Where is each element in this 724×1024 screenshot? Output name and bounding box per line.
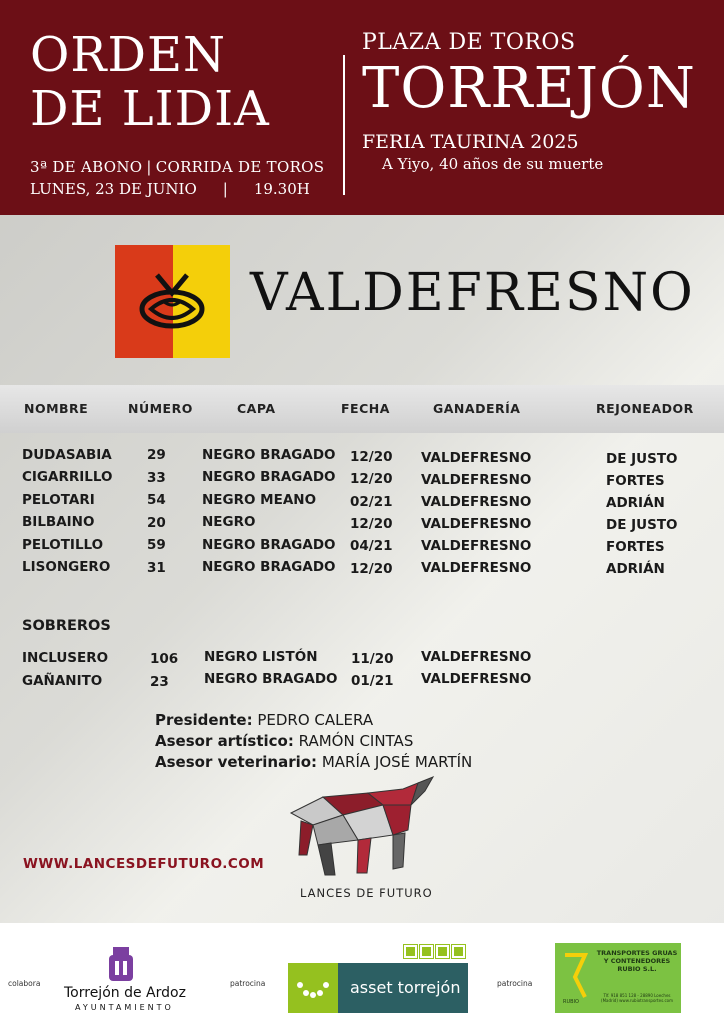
cell-rejoneador: FORTES xyxy=(606,539,665,555)
header-divider xyxy=(343,55,345,195)
cell-ganaderia: VALDEFRESNO xyxy=(421,450,532,466)
presidente-name: PEDRO CALERA xyxy=(257,711,374,729)
asesor-artistico-label: Asesor artístico: xyxy=(155,732,294,750)
header-rejoneador: REJONEADOR xyxy=(596,401,694,416)
asesor-artistico-line xyxy=(155,731,472,752)
dedication-text: A Yiyo, 40 años de su muerte xyxy=(382,155,604,173)
title-line-1: ORDEN xyxy=(30,27,227,83)
cell-fecha: 12/20 xyxy=(350,516,393,532)
patrocina-label: patrocina xyxy=(230,979,266,988)
plaza-label: PLAZA DE TOROS xyxy=(362,30,576,55)
cell-rejoneador: DE JUSTO xyxy=(606,451,678,467)
cell-capa: NEGRO BRAGADO xyxy=(202,447,336,463)
cell-ganaderia: VALDEFRESNO xyxy=(421,516,532,532)
rubio-name: TRANSPORTES GRUAS Y CONTENEDORES RUBIO S.L. xyxy=(596,949,678,973)
separator: | xyxy=(146,158,152,176)
cell-capa: NEGRO MEANO xyxy=(202,492,317,508)
crane-hook-icon xyxy=(559,951,591,1001)
asesor-veterinario-line xyxy=(155,752,472,773)
cell-fecha: 04/21 xyxy=(350,538,393,554)
officials-block xyxy=(155,710,472,773)
cell-numero: 20 xyxy=(147,515,166,531)
ganaderia-name: VALDEFRESNO xyxy=(250,263,695,323)
time-label: 19.30H xyxy=(253,180,310,198)
presidente-label: Presidente: xyxy=(155,711,253,729)
cell-ganaderia: VALDEFRESNO xyxy=(421,538,532,554)
cell-fecha: 12/20 xyxy=(350,471,393,487)
sponsors-footer xyxy=(0,923,724,1024)
abono-line xyxy=(30,158,340,176)
ayuntamiento-name: Torrejón de Ardoz xyxy=(64,985,186,1001)
rubio-logo xyxy=(555,943,681,1013)
header-nombre: NOMBRE xyxy=(24,401,89,416)
rubio-mark: RUBIO xyxy=(563,999,579,1005)
title-line-2: DE LIDIA xyxy=(30,81,270,137)
ayuntamiento-sub: AYUNTAMIENTO xyxy=(75,1003,174,1012)
brand-label: LANCES DE FUTURO xyxy=(300,886,433,900)
patrocina-label: patrocina xyxy=(497,979,533,988)
cell-ganaderia: VALDEFRESNO xyxy=(421,472,532,488)
corrida-label: CORRIDA DE TOROS xyxy=(155,158,325,176)
cell-capa: NEGRO BRAGADO xyxy=(202,537,336,553)
cell-nombre: LISONGERO xyxy=(22,559,111,575)
cell-ganaderia: VALDEFRESNO xyxy=(421,560,532,576)
header-left xyxy=(30,28,340,198)
asset-dots-icon xyxy=(404,945,465,958)
asset-smile-icon xyxy=(288,963,338,1013)
cell-ganaderia: VALDEFRESNO xyxy=(421,494,532,510)
website-link[interactable]: WWW.LANCESDEFUTURO.COM xyxy=(23,856,265,872)
city-name: TORREJÓN xyxy=(362,56,696,121)
cell-capa: NEGRO BRAGADO xyxy=(204,671,338,687)
ayuntamiento-crest-icon xyxy=(105,945,137,983)
bull-logo-icon xyxy=(283,775,443,880)
cell-nombre: BILBAINO xyxy=(22,514,95,530)
cell-fecha: 02/21 xyxy=(350,494,393,510)
cell-nombre: INCLUSERO xyxy=(22,650,109,666)
date-line xyxy=(30,180,340,198)
feria-label: FERIA TAURINA 2025 xyxy=(362,131,579,153)
header-right xyxy=(362,30,712,173)
separator: | xyxy=(222,180,228,198)
cell-capa: NEGRO BRAGADO xyxy=(202,469,336,485)
cell-nombre: CIGARRILLO xyxy=(22,469,113,485)
cell-fecha: 12/20 xyxy=(350,449,393,465)
cell-ganaderia: VALDEFRESNO xyxy=(421,649,532,665)
presidente-line xyxy=(155,710,472,731)
cell-capa: NEGRO xyxy=(202,514,256,530)
asesor-veterinario-name: MARÍA JOSÉ MARTÍN xyxy=(321,753,473,771)
header-banner xyxy=(0,0,724,215)
cell-numero: 106 xyxy=(150,651,179,667)
date-label: LUNES, 23 DE JUNIO xyxy=(30,180,197,198)
cell-rejoneador: ADRIÁN xyxy=(606,495,665,511)
rubio-contact: Tlf. 918 851 128 - 28890 Loeches (Madrid) www.rubiotransportes.com xyxy=(601,993,673,1003)
cell-nombre: GAÑANITO xyxy=(22,673,103,689)
cell-nombre: PELOTILLO xyxy=(22,537,104,553)
cell-numero: 31 xyxy=(147,560,166,576)
asesor-veterinario-label: Asesor veterinario: xyxy=(155,753,318,771)
cell-nombre: PELOTARI xyxy=(22,492,95,508)
header-fecha: FECHA xyxy=(341,401,390,416)
cell-numero: 29 xyxy=(147,447,166,463)
ganaderia-flag xyxy=(115,245,230,358)
cell-nombre: DUDASABIA xyxy=(22,447,112,463)
cell-rejoneador: DE JUSTO xyxy=(606,517,678,533)
cell-rejoneador: ADRIÁN xyxy=(606,561,665,577)
cell-fecha: 12/20 xyxy=(350,561,393,577)
cell-capa: NEGRO LISTÓN xyxy=(204,649,318,665)
cell-rejoneador: FORTES xyxy=(606,473,665,489)
header-numero: NÚMERO xyxy=(128,401,193,416)
abono-label: 3ª DE ABONO xyxy=(30,158,143,176)
asset-name: asset torrejón xyxy=(350,978,461,997)
header-capa: CAPA xyxy=(237,401,276,416)
cell-fecha: 01/21 xyxy=(351,673,394,689)
cell-numero: 33 xyxy=(147,470,166,486)
asesor-artistico-name: RAMÓN CINTAS xyxy=(298,732,414,750)
header-ganaderia: GANADERÍA xyxy=(433,401,521,416)
cell-numero: 54 xyxy=(147,492,166,508)
cattle-brand-icon xyxy=(137,271,207,333)
sobreros-heading: SOBREROS xyxy=(22,618,111,634)
cell-capa: NEGRO BRAGADO xyxy=(202,559,336,575)
cell-numero: 23 xyxy=(150,674,169,690)
main-section xyxy=(0,215,724,923)
cell-ganaderia: VALDEFRESNO xyxy=(421,671,532,687)
cell-fecha: 11/20 xyxy=(351,651,394,667)
colabora-label: colabora xyxy=(8,979,41,988)
asset-torrejon-logo xyxy=(288,963,468,1013)
cell-numero: 59 xyxy=(147,537,166,553)
